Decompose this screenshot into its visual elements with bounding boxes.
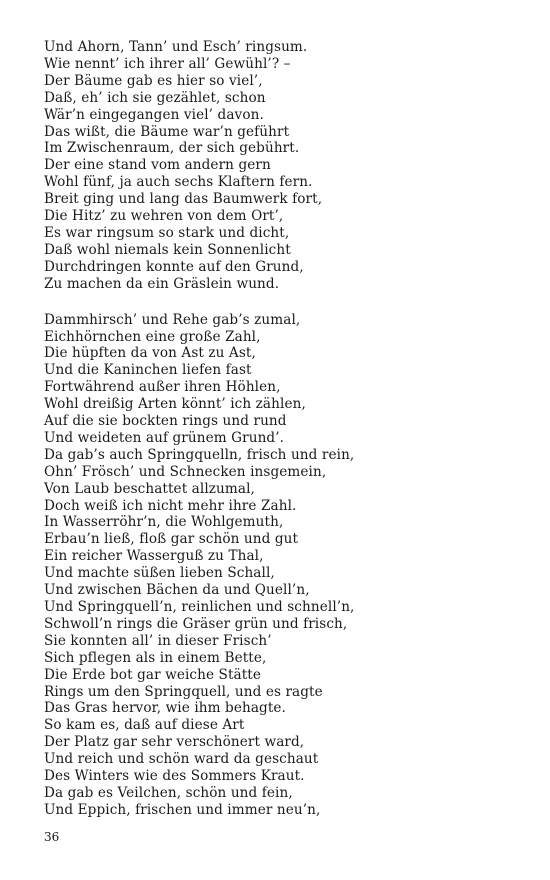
verse-line: Da gab’s auch Springquelln, frisch und rein,	[44, 446, 355, 463]
verse-line: Eichhörnchen eine große Zahl,	[44, 328, 261, 345]
verse-line: Wohl dreißig Arten könnt’ ich zählen,	[44, 396, 306, 413]
verse-line: Zu machen da ein Gräslein wund.	[44, 275, 280, 292]
verse-line: Wär’n eingegangen viel’ davon.	[44, 106, 264, 123]
stanza-1	[44, 39, 514, 293]
verse-line: Des Winters wie des Sommers Kraut.	[44, 768, 305, 785]
stanza-2	[44, 312, 514, 819]
verse-line: Von Laub beschattet allzumal,	[44, 480, 255, 497]
verse-line: Auf die sie bockten rings und rund	[44, 413, 287, 430]
verse-line: Und Eppich, frischen und immer neu’n,	[44, 801, 321, 818]
verse-line: Und Springquell’n, reinlichen und schnell’n,	[44, 599, 355, 615]
verse-line: Der Bäume gab es hier so viel’,	[44, 72, 263, 89]
verse-line: Die hüpften da von Ast zu Ast,	[44, 345, 256, 362]
verse-line: Im Zwischenraum, der sich gebührt.	[44, 140, 300, 157]
verse-line: Die Hitz’ zu wehren von dem Ort’,	[44, 208, 284, 225]
verse-line: Und zwischen Bächen da und Quell’n,	[44, 582, 310, 599]
verse-line: Und weideten auf grünem Grund’.	[44, 429, 285, 446]
verse-line: Breit ging und lang das Baumwerk fort,	[44, 191, 323, 208]
verse-line: Der Platz gar sehr verschönert ward,	[44, 734, 305, 751]
verse-line: Dammhirsch’ und Rehe gab’s zumal,	[44, 311, 301, 328]
verse-line: Der eine stand vom andern gern	[44, 157, 271, 174]
poem-body	[44, 39, 514, 819]
verse-line: In Wasserröhr’n, die Wohlgemuth,	[44, 514, 284, 531]
verse-line: Und reich und schön ward da geschaut	[44, 751, 319, 768]
verse-line: Durchdringen konnte auf den Grund,	[44, 258, 304, 275]
verse-line: Erbau’n ließ, floß gar schön und gut	[44, 531, 299, 548]
verse-line: Sich pflegen als in einem Bette,	[44, 649, 267, 666]
verse-line: Und machte süßen lieben Schall,	[44, 565, 275, 582]
page-number: 36	[44, 830, 60, 844]
verse-line: Fortwährend außer ihren Höhlen,	[44, 379, 281, 396]
verse-line: Das Gras hervor, wie ihm behagte.	[44, 700, 286, 717]
verse-line: Die Erde bot gar weiche Stätte	[44, 666, 262, 683]
verse-line: Und Ahorn, Tann’ und Esch’ ringsum.	[44, 39, 308, 55]
verse-line: Wohl fünf, ja auch sechs Klaftern fern.	[44, 174, 313, 191]
verse-line: Das wißt, die Bäume war’n geführt	[44, 123, 290, 140]
verse-line: Rings um den Springquell, und es ragte	[44, 683, 323, 700]
verse-line: Wie nennt’ ich ihrer all’ Gewühl’? –	[44, 55, 291, 72]
verse-line: Daß, eh’ ich sie gezählet, schon	[44, 89, 266, 106]
verse-line: Daß wohl niemals kein Sonnenlicht	[44, 241, 291, 258]
verse-line: Sie konnten all’ in dieser Frisch’	[44, 632, 272, 649]
verse-line: Doch weiß ich nicht mehr ihre Zahl.	[44, 497, 297, 514]
verse-line: Und die Kaninchen liefen fast	[44, 362, 252, 379]
verse-line: Schwoll’n rings die Gräser grün und frisch,	[44, 615, 348, 632]
verse-line: Ohn’ Frösch’ und Schnecken insgemein,	[44, 463, 327, 480]
verse-line: Da gab es Veilchen, schön und fein,	[44, 784, 293, 801]
verse-line: Es war ringsum so stark und dicht,	[44, 224, 290, 241]
verse-line: So kam es, daß auf diese Art	[44, 717, 245, 734]
verse-line: Ein reicher Wasserguß zu Thal,	[44, 548, 264, 565]
